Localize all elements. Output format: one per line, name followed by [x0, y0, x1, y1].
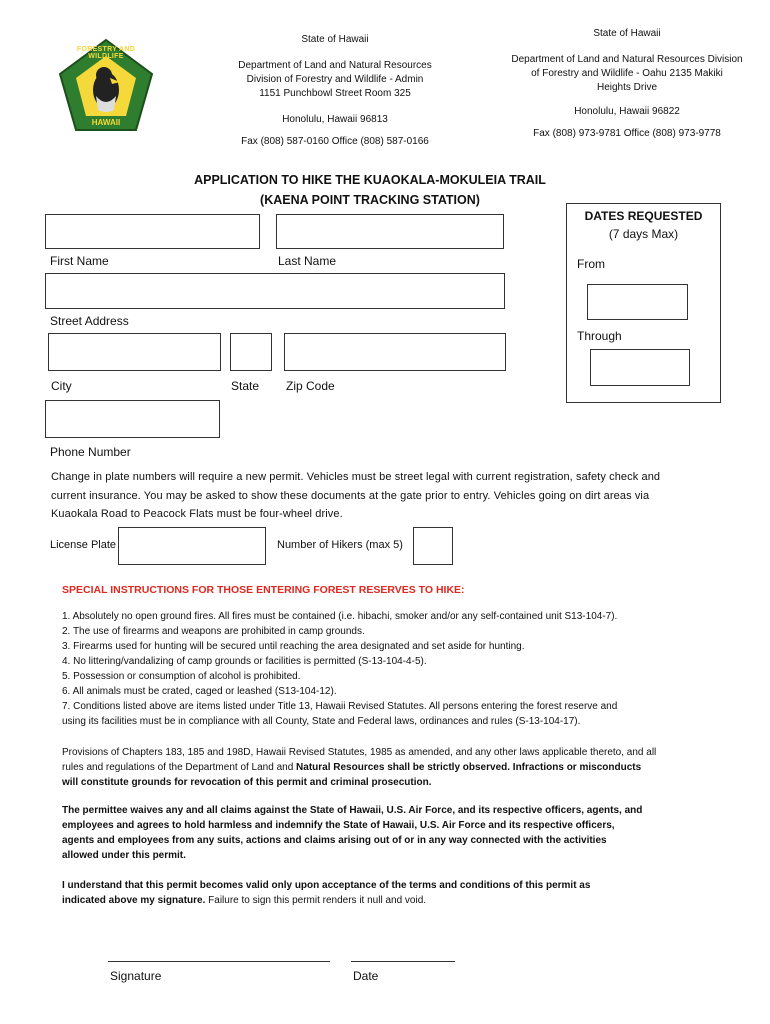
street-address-input[interactable] — [45, 273, 505, 309]
admin-city: Honolulu, Hawaii 96813 — [282, 114, 388, 125]
provisions-line2a: rules and regulations of the Department of Land and — [62, 762, 297, 773]
hikers-label: Number of Hikers (max 5) — [277, 539, 403, 551]
city-input[interactable] — [48, 333, 221, 371]
form-title — [130, 170, 610, 210]
signature-label: Signature — [110, 969, 162, 983]
dates-heading: DATES REQUESTED — [584, 209, 703, 223]
oahu-city: Honolulu, Hawaii 96822 — [574, 106, 680, 117]
zip-code-input[interactable] — [284, 333, 506, 371]
waiver-line2: employees and agrees to hold harmless and indemnify the State of Hawaii, U.S. Air Force and its respective officers, — [62, 820, 615, 831]
rule-7a: 7. Conditions listed above are items listed under Title 13, Hawaii Revised Statutes. All persons entering the forest reserve and — [62, 701, 618, 712]
date-label: Date — [353, 969, 379, 983]
waiver-line3: agents and employees from any suits, actions and claims arising out of or in any way connected with the activities — [62, 835, 607, 846]
provisions-line3: will constitute grounds for revocation of this permit and criminal prosecution. — [62, 777, 432, 788]
acceptance-line2 — [62, 893, 742, 908]
license-plate-input[interactable] — [118, 527, 266, 565]
oahu-dept-line1: Department of Land and Natural Resources Division — [511, 54, 743, 65]
through-date-input[interactable] — [590, 349, 690, 386]
oahu-state: State of Hawaii — [593, 28, 661, 39]
rule-7b: using its facilities must be in compliance with all County, State and Federal laws, ordinances and rules (S-13-104-17). — [62, 716, 581, 727]
number-of-hikers-input[interactable] — [413, 527, 453, 565]
oahu-contact: Fax (808) 973-9781 Office (808) 973-9778 — [533, 128, 721, 139]
admin-address — [220, 33, 450, 149]
oahu-dept-line2: of Forestry and Wildlife - Oahu 2135 Makiki — [531, 68, 723, 79]
title-line2: (KAENA POINT TRACKING STATION) — [260, 193, 480, 207]
seal-top-text: FORESTRY AND WILDLIFE — [76, 46, 136, 60]
city-label: City — [51, 379, 72, 393]
vehicle-line3: Kuaokala Road to Peacock Flats must be four-wheel drive. — [51, 508, 343, 520]
phone-number-input[interactable] — [45, 400, 220, 438]
rule-6: 6. All animals must be crated, caged or leashed (S13-104-12). — [62, 686, 337, 697]
vehicle-requirements — [51, 468, 731, 524]
first-name-input[interactable] — [45, 214, 260, 249]
rule-4: 4. No littering/vandalizing of camp grounds or facilities is permitted (S-13-104-4-5). — [62, 656, 427, 667]
zip-code-label: Zip Code — [286, 379, 335, 393]
vehicle-line1: Change in plate numbers will require a new permit. Vehicles must be street legal with current registration, safety check and — [51, 471, 661, 483]
acceptance-paragraph — [62, 878, 742, 908]
first-name-label: First Name — [50, 254, 109, 268]
waiver-paragraph — [62, 803, 742, 863]
state-input[interactable] — [230, 333, 272, 371]
date-line[interactable] — [351, 961, 455, 962]
rule-2: 2. The use of firearms and weapons are prohibited in camp grounds. — [62, 626, 365, 637]
acceptance-line2b: Failure to sign this permit renders it null and void. — [205, 895, 427, 906]
seal-bottom-text: HAWAII — [91, 118, 121, 127]
provisions-line2b: Natural Resources shall be strictly observed. Infractions or misconducts — [296, 762, 642, 773]
provisions-line1: Provisions of Chapters 183, 185 and 198D, Hawaii Revised Statutes, 1985 as amended, and any other laws applicable thereto, and all — [62, 747, 657, 758]
rule-5: 5. Possession or consumption of alcohol is prohibited. — [62, 671, 301, 682]
phone-number-label: Phone Number — [50, 445, 131, 459]
acceptance-line2a: indicated above my signature. — [62, 895, 206, 906]
waiver-line4: allowed under this permit. — [62, 850, 186, 861]
last-name-input[interactable] — [276, 214, 504, 249]
admin-street: 1151 Punchbowl Street Room 325 — [259, 88, 411, 99]
from-label: From — [577, 257, 605, 271]
admin-dept-line2: Division of Forestry and Wildlife - Admin — [246, 74, 424, 85]
rule-3: 3. Firearms used for hunting will be secured until reaching the area designated and set aside for hunting. — [62, 641, 525, 652]
vehicle-line2: current insurance. You may be asked to show these documents at the gate prior to entry. Vehicles going on dirt areas via — [51, 489, 650, 502]
last-name-label: Last Name — [278, 254, 337, 268]
acceptance-line1: I understand that this permit becomes valid only upon acceptance of the terms and conditions of this permit as — [62, 880, 591, 891]
street-address-label: Street Address — [50, 314, 129, 328]
provisions-line2 — [62, 760, 742, 775]
rule-1: 1. Absolutely no open ground fires. All fires must be contained (i.e. hibachi, smoker and/or any self-contained unit S13-104-7). — [62, 611, 618, 622]
signature-line[interactable] — [108, 961, 330, 962]
admin-contact: Fax (808) 587-0160 Office (808) 587-0166 — [241, 136, 429, 147]
state-label: State — [231, 379, 260, 393]
license-plate-label: License Plate — [50, 539, 117, 551]
dates-subheading: (7 days Max) — [608, 227, 679, 241]
admin-state: State of Hawaii — [301, 34, 369, 45]
through-label: Through — [577, 329, 622, 343]
admin-dept-line1: Department of Land and Natural Resources — [238, 60, 432, 71]
oahu-dept-line3: Heights Drive — [596, 82, 658, 93]
from-date-input[interactable] — [587, 284, 688, 320]
rules-list — [62, 609, 742, 729]
oahu-address — [496, 27, 758, 141]
special-instructions-heading: SPECIAL INSTRUCTIONS FOR THOSE ENTERING FOREST RESERVES TO HIKE: — [62, 584, 465, 596]
title-line1: APPLICATION TO HIKE THE KUAOKALA-MOKULEIA TRAIL — [194, 173, 546, 187]
waiver-line1: The permittee waives any and all claims against the State of Hawaii, U.S. Air Force, and its respective officers, agents, and — [62, 805, 643, 816]
provisions-paragraph — [62, 745, 742, 790]
